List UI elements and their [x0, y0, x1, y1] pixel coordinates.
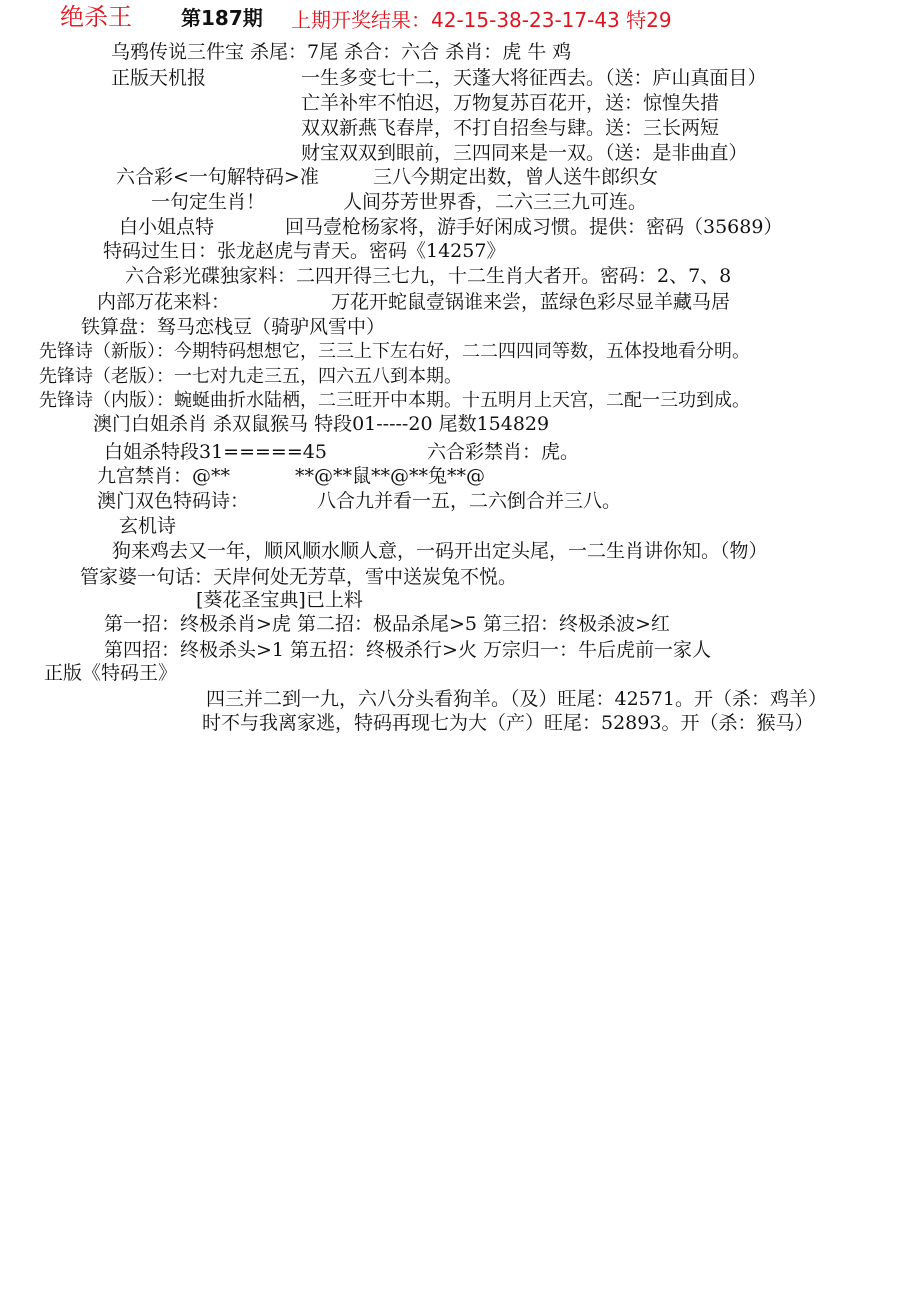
text-line: 双双新燕飞春岸，不打自招叁与肆。送：三长两短 — [301, 117, 720, 139]
text-line: 澳门双色特码诗： — [97, 490, 250, 512]
text-line: [葵花圣宝典]已上料 — [196, 589, 363, 611]
text-line: 玄机诗 — [119, 515, 177, 537]
text-line: 第一招：终极杀肖>虎 第二招：极品杀尾>5 第三招：终极杀波>红 — [104, 613, 670, 635]
text-line: 万花开蛇鼠壹锅谁来尝，蓝绿色彩尽显羊藏马居 — [331, 291, 731, 313]
text-line: 澳门白姐杀肖 杀双鼠猴马 特段01-----20 尾数154829 — [93, 413, 550, 435]
text-line: 九宫禁肖：@** — [97, 465, 231, 487]
text-line: 六合彩<一句解特码>准 — [116, 166, 319, 188]
text-line: 时不与我离家逃，特码再现七为大（产）旺尾：52893。开（杀：猴马） — [202, 712, 814, 734]
text-line: 先锋诗（新版）：今期特码想想它，三三上下左右好，二二四四同等数，五体投地看分明。 — [39, 341, 750, 362]
text-line: 管家婆一句话：天岸何处无芳草，雪中送炭兔不悦。 — [80, 566, 518, 588]
text-line: **@**鼠**@**兔**@ — [295, 465, 486, 487]
text-line: 特码过生日：张龙赵虎与青天。密码《14257》 — [103, 240, 506, 262]
text-line: 白小姐点特 — [119, 216, 215, 238]
text-line: 六合彩光碟独家料：二四开得三七九，十二生肖大者开。密码：2、7、8 — [125, 265, 732, 287]
text-line: 一生多变七十二，天蓬大将征西去。（送：庐山真面目） — [301, 67, 767, 89]
text-line: 八合九并看一五，二六倒合并三八。 — [317, 490, 622, 512]
text-line: 人间芬芳世界香，二六三三九可连。 — [343, 191, 648, 213]
text-line: 亡羊补牢不怕迟，万物复苏百花开，送：惊惶失措 — [301, 92, 720, 114]
text-line: 三八今期定出数，曾人送牛郎织女 — [373, 166, 659, 188]
text-line: 回马壹枪杨家将，游手好闲成习惯。提供：密码（35689） — [285, 216, 783, 238]
text-line: 一句定生肖！ — [151, 191, 266, 213]
text-line: 正版《特码王》 — [44, 662, 178, 684]
brand-title: 绝杀王 — [60, 3, 132, 31]
text-line: 乌鸦传说三件宝 杀尾：7尾 杀合：六合 杀肖：虎 牛 鸡 — [111, 41, 572, 63]
text-line: 财宝双双到眼前，三四同来是一双。（送：是非曲直） — [301, 142, 748, 164]
text-line: 正版天机报 — [111, 67, 207, 89]
text-line: 四三并二到一九，六八分头看狗羊。（及）旺尾：42571。开（杀：鸡羊） — [206, 688, 827, 710]
text-line: 狗来鸡去又一年，顺风顺水顺人意，一码开出定头尾，一二生肖讲你知。（物） — [112, 540, 768, 562]
last-draw-result: 上期开奖结果：42-15-38-23-17-43 特29 — [291, 8, 672, 32]
text-line: 六合彩禁肖：虎。 — [427, 441, 580, 463]
text-line: 第四招：终极杀头>1 第五招：终极杀行>火 万宗归一：牛后虎前一家人 — [104, 639, 712, 661]
text-line: 铁算盘：驽马恋栈豆（骑驴风雪中） — [81, 316, 386, 338]
text-line: 内部万花来料： — [97, 291, 231, 313]
text-line: 白姐杀特段31=====45 — [104, 441, 327, 463]
text-line: 先锋诗（老版）：一七对九走三五，四六五八到本期。 — [39, 366, 462, 387]
issue-number: 第187期 — [181, 6, 263, 30]
text-line: 先锋诗（内版）：蜿蜒曲折水陆栖，二三旺开中本期。十五明月上天宫，二配一三功到成。 — [39, 390, 750, 411]
